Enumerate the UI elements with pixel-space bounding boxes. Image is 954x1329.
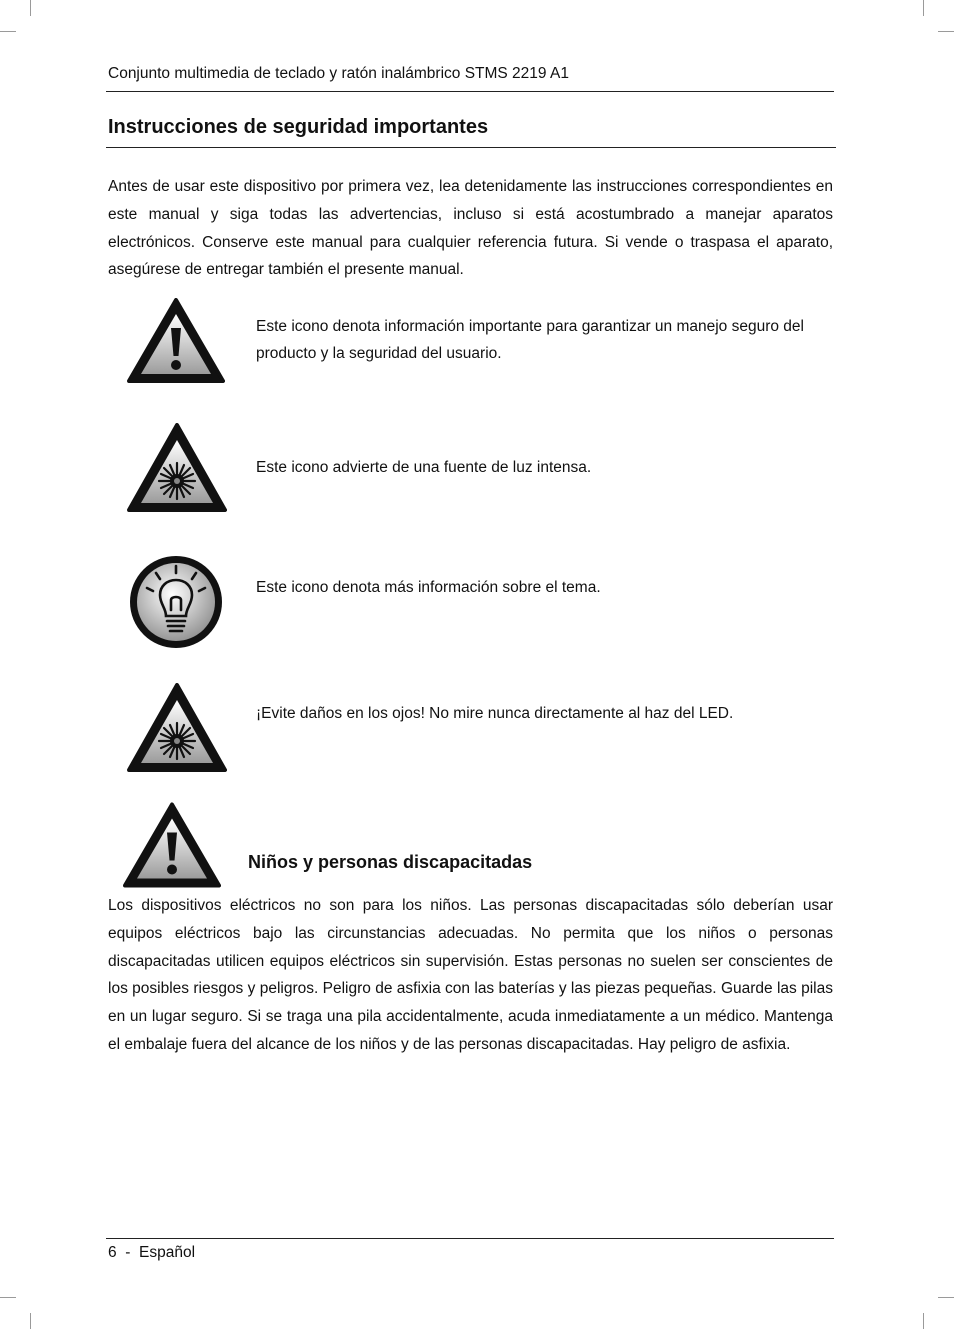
crop-mark	[923, 1313, 924, 1329]
icon-description: Este icono advierte de una fuente de luz intensa.	[256, 459, 592, 476]
title-rule	[106, 147, 836, 148]
crop-mark	[0, 1297, 16, 1298]
page-number: 6	[108, 1244, 117, 1261]
warning-exclamation-icon	[123, 802, 221, 889]
intro-paragraph: Antes de usar este dispositivo por primera vez, lea detenidamente las instrucciones correspondientes en este manual y siga todas las advertencias, incluso si está acostumbrado a manejar aparatos electrónicos. Conserve este manual para cualquier referencia futura. Si vende o traspasa el aparato, asegúrese de entregar también el presente manual.	[108, 178, 833, 279]
section-title: Instrucciones de seguridad importantes	[108, 116, 489, 138]
running-header: Conjunto multimedia de teclado y ratón inalámbrico STMS 2219 A1	[108, 65, 569, 82]
icon-description: Este icono denota más información sobre el tema.	[256, 579, 601, 596]
icon-description: Este icono denota información importante para garantizar un manejo seguro del producto y la seguridad del usuario.	[256, 318, 804, 362]
crop-mark	[30, 0, 31, 16]
icon-description: ¡Evite daños en los ojos! No mire nunca directamente al haz del LED.	[256, 705, 734, 722]
crop-mark	[923, 0, 924, 16]
children-section-body: Los dispositivos eléctricos no son para los niños. Las personas discapacitadas sólo deberían usar equipos eléctricos bajo las circunstancias adecuadas. No permita que los niños o personas discapacitadas utilicen equipos eléctricos sin supervisión. Estas personas no suelen ser conscientes de los posibles riesgos y peligros. Peligro de asfixia con las baterías y las piezas pequeñas. Guarde las pilas en un lugar seguro. Si se traga una pila accidentalmente, acuda inmediatamente a un médico. Mantenga el embalaje fuera del alcance de los niños y de las personas discapacitadas. Hay peligro de asfixia.	[108, 897, 833, 1053]
page-footer	[108, 1242, 195, 1264]
crop-mark	[938, 31, 954, 32]
bright-light-warning-icon	[127, 423, 227, 513]
children-section-title: Niños y personas discapacitadas	[248, 852, 533, 872]
lightbulb-info-icon	[128, 554, 224, 650]
warning-exclamation-icon	[127, 298, 225, 384]
footer-separator: -	[125, 1244, 131, 1261]
crop-mark	[30, 1313, 31, 1329]
footer-language: Español	[139, 1244, 196, 1261]
footer-rule	[106, 1238, 834, 1239]
header-rule	[106, 91, 834, 92]
crop-mark	[0, 31, 16, 32]
led-eye-warning-icon	[127, 683, 227, 773]
crop-mark	[938, 1297, 954, 1298]
